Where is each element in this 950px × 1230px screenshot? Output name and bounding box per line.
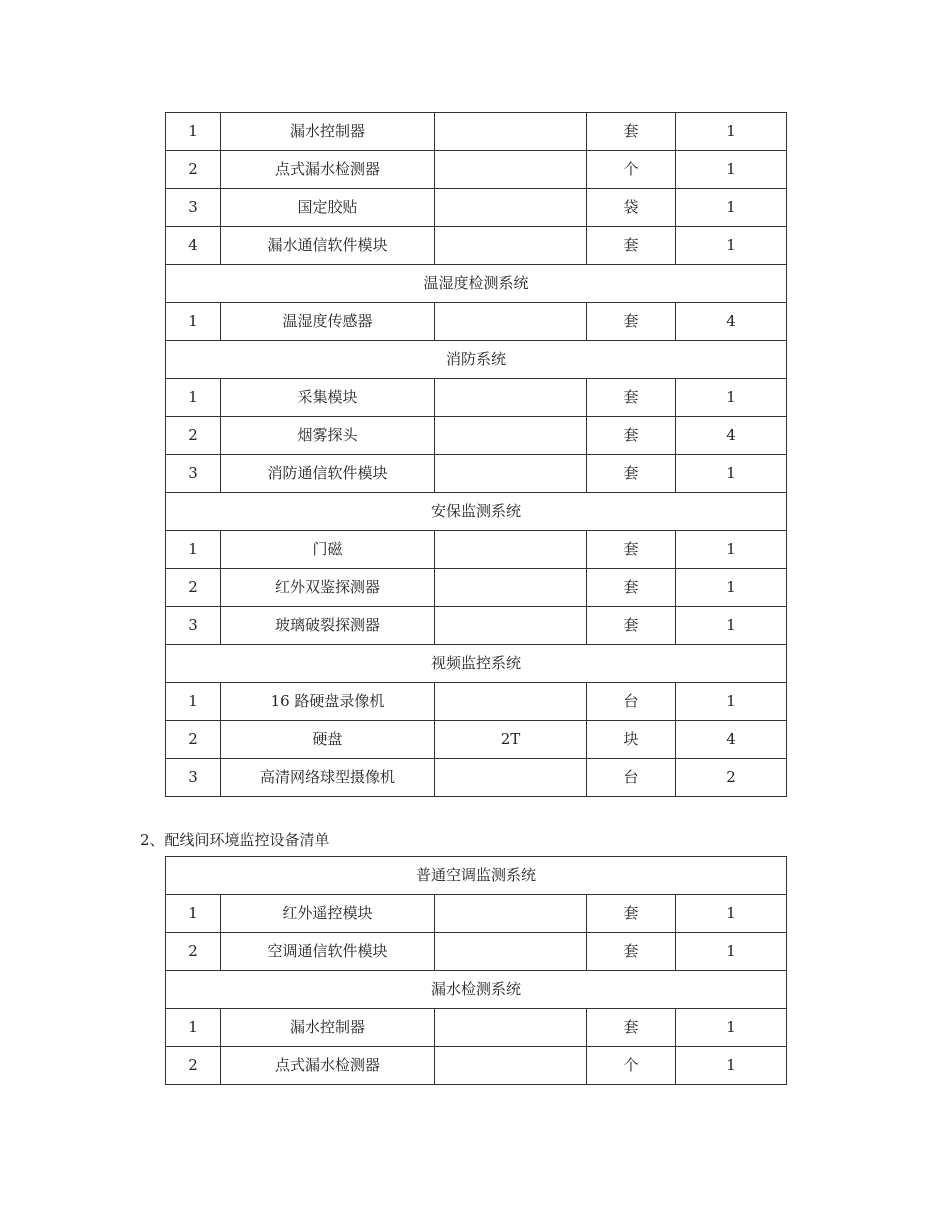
cell-qty: 4	[676, 417, 787, 455]
cell-spec	[435, 1009, 587, 1047]
cell-qty: 1	[676, 1009, 787, 1047]
table-row	[166, 227, 787, 265]
section-header-row	[166, 341, 787, 379]
cell-name: 玻璃破裂探测器	[221, 607, 435, 645]
cell-name: 烟雾探头	[221, 417, 435, 455]
table-row	[166, 531, 787, 569]
cell-qty: 1	[676, 569, 787, 607]
cell-spec	[435, 607, 587, 645]
section-header-row	[166, 493, 787, 531]
table-body	[166, 857, 787, 1085]
cell-name: 高清网络球型摄像机	[221, 759, 435, 797]
cell-name: 红外遥控模块	[221, 895, 435, 933]
cell-spec	[435, 531, 587, 569]
cell-no: 1	[166, 379, 221, 417]
cell-qty: 1	[676, 607, 787, 645]
cell-spec	[435, 113, 587, 151]
cell-qty: 1	[676, 531, 787, 569]
cell-unit: 套	[587, 455, 676, 493]
cell-no: 2	[166, 569, 221, 607]
section-title: 消防系统	[166, 341, 787, 379]
cell-qty: 1	[676, 683, 787, 721]
cell-qty: 1	[676, 1047, 787, 1085]
cell-unit: 套	[587, 933, 676, 971]
cell-unit: 套	[587, 379, 676, 417]
cell-qty: 1	[676, 895, 787, 933]
cell-no: 3	[166, 607, 221, 645]
cell-name: 国定胶贴	[221, 189, 435, 227]
table-row	[166, 417, 787, 455]
cell-qty: 1	[676, 113, 787, 151]
cell-spec	[435, 379, 587, 417]
section-title: 温湿度检测系统	[166, 265, 787, 303]
cell-qty: 1	[676, 933, 787, 971]
cell-unit: 套	[587, 895, 676, 933]
cell-no: 2	[166, 1047, 221, 1085]
cell-spec	[435, 683, 587, 721]
table-row	[166, 607, 787, 645]
cell-qty: 1	[676, 455, 787, 493]
cell-spec	[435, 189, 587, 227]
cell-name: 漏水通信软件模块	[221, 227, 435, 265]
cell-no: 1	[166, 1009, 221, 1047]
section-header-row	[166, 645, 787, 683]
cell-spec	[435, 933, 587, 971]
cell-name: 漏水控制器	[221, 1009, 435, 1047]
cell-unit: 块	[587, 721, 676, 759]
cell-qty: 4	[676, 721, 787, 759]
cell-qty: 1	[676, 227, 787, 265]
cell-unit: 台	[587, 683, 676, 721]
table-row	[166, 933, 787, 971]
cell-spec	[435, 759, 587, 797]
section-header-row	[166, 857, 787, 895]
cell-name: 门磁	[221, 531, 435, 569]
section-title: 安保监测系统	[166, 493, 787, 531]
cell-unit: 套	[587, 531, 676, 569]
table-row	[166, 895, 787, 933]
section-title: 漏水检测系统	[166, 971, 787, 1009]
section-title: 普通空调监测系统	[166, 857, 787, 895]
section-header-row	[166, 265, 787, 303]
cell-spec	[435, 1047, 587, 1085]
cell-unit: 个	[587, 1047, 676, 1085]
table-row	[166, 189, 787, 227]
cell-spec	[435, 895, 587, 933]
cell-name: 点式漏水检测器	[221, 151, 435, 189]
cell-unit: 袋	[587, 189, 676, 227]
cell-no: 1	[166, 531, 221, 569]
cell-qty: 1	[676, 189, 787, 227]
cell-no: 2	[166, 933, 221, 971]
cell-no: 3	[166, 759, 221, 797]
table-row	[166, 151, 787, 189]
cell-spec	[435, 417, 587, 455]
cell-spec	[435, 227, 587, 265]
cell-no: 1	[166, 683, 221, 721]
cell-unit: 台	[587, 759, 676, 797]
table-row	[166, 569, 787, 607]
cell-unit: 套	[587, 607, 676, 645]
cell-spec	[435, 151, 587, 189]
cell-qty: 1	[676, 151, 787, 189]
section-header-row	[166, 971, 787, 1009]
cell-name: 空调通信软件模块	[221, 933, 435, 971]
cell-name: 采集模块	[221, 379, 435, 417]
cell-no: 2	[166, 417, 221, 455]
cell-qty: 4	[676, 303, 787, 341]
cell-qty: 2	[676, 759, 787, 797]
cell-unit: 个	[587, 151, 676, 189]
cell-no: 2	[166, 151, 221, 189]
cell-no: 2	[166, 721, 221, 759]
cell-spec: 2T	[435, 721, 587, 759]
cell-unit: 套	[587, 303, 676, 341]
cell-no: 1	[166, 303, 221, 341]
table-body	[166, 113, 787, 797]
table-row	[166, 1009, 787, 1047]
cell-no: 3	[166, 455, 221, 493]
cell-name: 消防通信软件模块	[221, 455, 435, 493]
table-row	[166, 759, 787, 797]
cell-name: 16 路硬盘录像机	[221, 683, 435, 721]
table-row	[166, 455, 787, 493]
table-row	[166, 113, 787, 151]
cell-name: 红外双鉴探测器	[221, 569, 435, 607]
cell-no: 3	[166, 189, 221, 227]
table-row	[166, 721, 787, 759]
table-row	[166, 379, 787, 417]
cell-unit: 套	[587, 113, 676, 151]
cell-unit: 套	[587, 417, 676, 455]
cell-spec	[435, 569, 587, 607]
table-row	[166, 303, 787, 341]
table-row	[166, 1047, 787, 1085]
section-title: 视频监控系统	[166, 645, 787, 683]
cell-name: 温湿度传感器	[221, 303, 435, 341]
table-row	[166, 683, 787, 721]
cell-spec	[435, 303, 587, 341]
equipment-table-1	[165, 112, 787, 797]
cell-unit: 套	[587, 1009, 676, 1047]
equipment-table-2	[165, 856, 787, 1085]
section-caption: 2、配线间环境监控设备清单	[140, 831, 330, 849]
cell-name: 漏水控制器	[221, 113, 435, 151]
cell-no: 4	[166, 227, 221, 265]
cell-no: 1	[166, 895, 221, 933]
cell-no: 1	[166, 113, 221, 151]
cell-spec	[435, 455, 587, 493]
cell-unit: 套	[587, 569, 676, 607]
cell-name: 点式漏水检测器	[221, 1047, 435, 1085]
cell-unit: 套	[587, 227, 676, 265]
cell-qty: 1	[676, 379, 787, 417]
cell-name: 硬盘	[221, 721, 435, 759]
